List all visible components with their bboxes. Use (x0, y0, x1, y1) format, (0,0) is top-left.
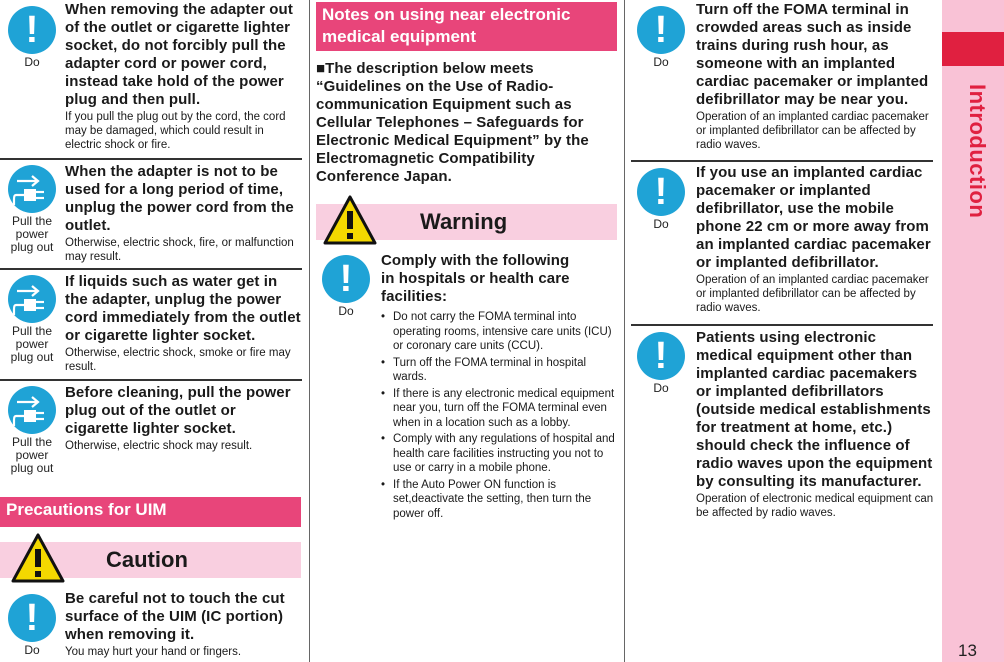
section-header-uim: Precautions for UIM (0, 497, 301, 527)
col3-item-1 (631, 0, 934, 158)
warning-triangle-icon (322, 194, 378, 246)
unplug-icon (6, 275, 58, 364)
col1-item-4 (0, 382, 302, 482)
item-title: Turn off the FOMA terminal in crowded areas such as inside trains during rush hour, as someone with an implanted cardiac pacemaker or implanted defibrillator may be near you. (696, 1, 929, 108)
icon-label: Do (653, 55, 669, 69)
chapter-marker (942, 32, 1004, 66)
item-note: You may hurt your hand or fingers. (65, 646, 242, 658)
divider (0, 268, 302, 270)
item-title: Be careful not to touch the cut surface of the UIM (IC portion) when removing it. (65, 590, 285, 643)
caution-title: Caution (106, 547, 188, 572)
icon-label: Do (653, 381, 669, 395)
col1-item-1 (0, 0, 302, 158)
item-note: Operation of an implanted cardiac pacemaker or implanted defibrillator can be affected by radio waves. (696, 111, 929, 151)
column-divider (309, 0, 310, 662)
icon-label: Do (24, 55, 40, 69)
col3-item-2 (631, 164, 934, 322)
col1-uim-item (0, 590, 302, 662)
col2-item (316, 252, 618, 552)
page-number: 13 (958, 641, 977, 660)
col3-item-3 (631, 328, 934, 568)
unplug-icon (6, 386, 58, 475)
item-note: Operation of electronic medical equipment can be affected by radio waves. (696, 493, 934, 519)
caution-bar (0, 542, 301, 578)
bullet-item: • Comply with any regulations of hospital and health care facilities instructing you not to use or carry in a mobile phone. (381, 432, 617, 476)
item-title: Patients using electronic medical equipment other than implanted cardiac pacemakers or implanted defibrillators (outside medical establishments for treatment at home, etc.) should check the influence of radio waves upon the equipment by consulting its manufacturer. (696, 329, 933, 490)
bullet-list (381, 310, 617, 521)
icon-label: Pull the power plug out (10, 324, 54, 364)
icon-label: Pull the power plug out (10, 435, 54, 475)
do-icon: ! Do (6, 6, 58, 69)
icon-label: Do (338, 304, 354, 318)
do-icon: ! Do (6, 594, 58, 657)
item-note: Otherwise, electric shock, smoke or fire may result. (65, 347, 291, 373)
divider (631, 160, 933, 162)
bullet-item: • Do not carry the FOMA terminal into operating rooms, intensive care units (ICU) or coronary care units (CCU). (381, 310, 617, 354)
chapter-side-tab (942, 0, 1004, 662)
warning-title: Warning (420, 209, 508, 234)
item-title: When removing the adapter out of the outlet or cigarette lighter socket, do not forcibly pull the adapter cord or power cord, instead take hold of the power plug and then pull. (65, 1, 293, 108)
item-title: If you use an implanted cardiac pacemaker or implanted defibrillator, use the mobile phone 22 cm or more away from an implanted cardiac pacemaker or implanted defibrillator. (696, 164, 931, 271)
divider (0, 379, 302, 381)
item-title: Before cleaning, pull the power plug out of the outlet or cigarette lighter socket. (65, 384, 291, 437)
divider (0, 158, 302, 160)
column-divider (624, 0, 625, 662)
col1-item-2 (0, 161, 302, 267)
section-header-medical: Notes on using near electronic medical equipment (316, 2, 617, 51)
bullet-item: • If the Auto Power ON function is set,deactivate the setting, then turn the power off. (381, 478, 617, 522)
bullet-item: • If there is any electronic medical equipment near you, turn off the FOMA terminal even when in a location such as a lobby. (381, 387, 617, 431)
do-icon: ! Do (635, 6, 687, 69)
item-title: Comply with the following in hospitals or health care facilities: (381, 252, 570, 305)
divider (631, 324, 933, 326)
do-icon: ! Do (320, 255, 372, 318)
warning-bar (316, 204, 617, 240)
item-title: When the adapter is not to be used for a long period of time, unplug the power cord from the outlet. (65, 163, 294, 234)
item-title: If liquids such as water get in the adapter, unplug the power cord immediately from the outlet or cigarette lighter socket. (65, 273, 301, 344)
caution-triangle-icon (10, 532, 66, 584)
col1-item-3 (0, 271, 302, 378)
do-icon: ! Do (635, 168, 687, 231)
intro-text: ■The description below meets “Guidelines on the Use of Radio-communication Equipment such as Cellular Telephones – Safeguards for Electronic Medical Equipment” by the Electromagnetic Compatibility Conference Japan. (316, 60, 589, 185)
chapter-title: Introduction (965, 84, 990, 219)
icon-label: Do (653, 217, 669, 231)
item-note: If you pull the plug out by the cord, the cord may be damaged, which could result in electric shock or fire. (65, 111, 286, 151)
item-note: Operation of an implanted cardiac pacemaker or implanted defibrillator can be affected by radio waves. (696, 274, 929, 314)
item-note: Otherwise, electric shock may result. (65, 440, 253, 452)
icon-label: Do (24, 643, 40, 657)
do-icon: ! Do (635, 332, 687, 395)
icon-label: Pull the power plug out (10, 214, 54, 254)
unplug-icon (6, 165, 58, 254)
item-note: Otherwise, electric shock, fire, or malfunction may result. (65, 237, 294, 263)
bullet-item: • Turn off the FOMA terminal in hospital wards. (381, 356, 617, 385)
